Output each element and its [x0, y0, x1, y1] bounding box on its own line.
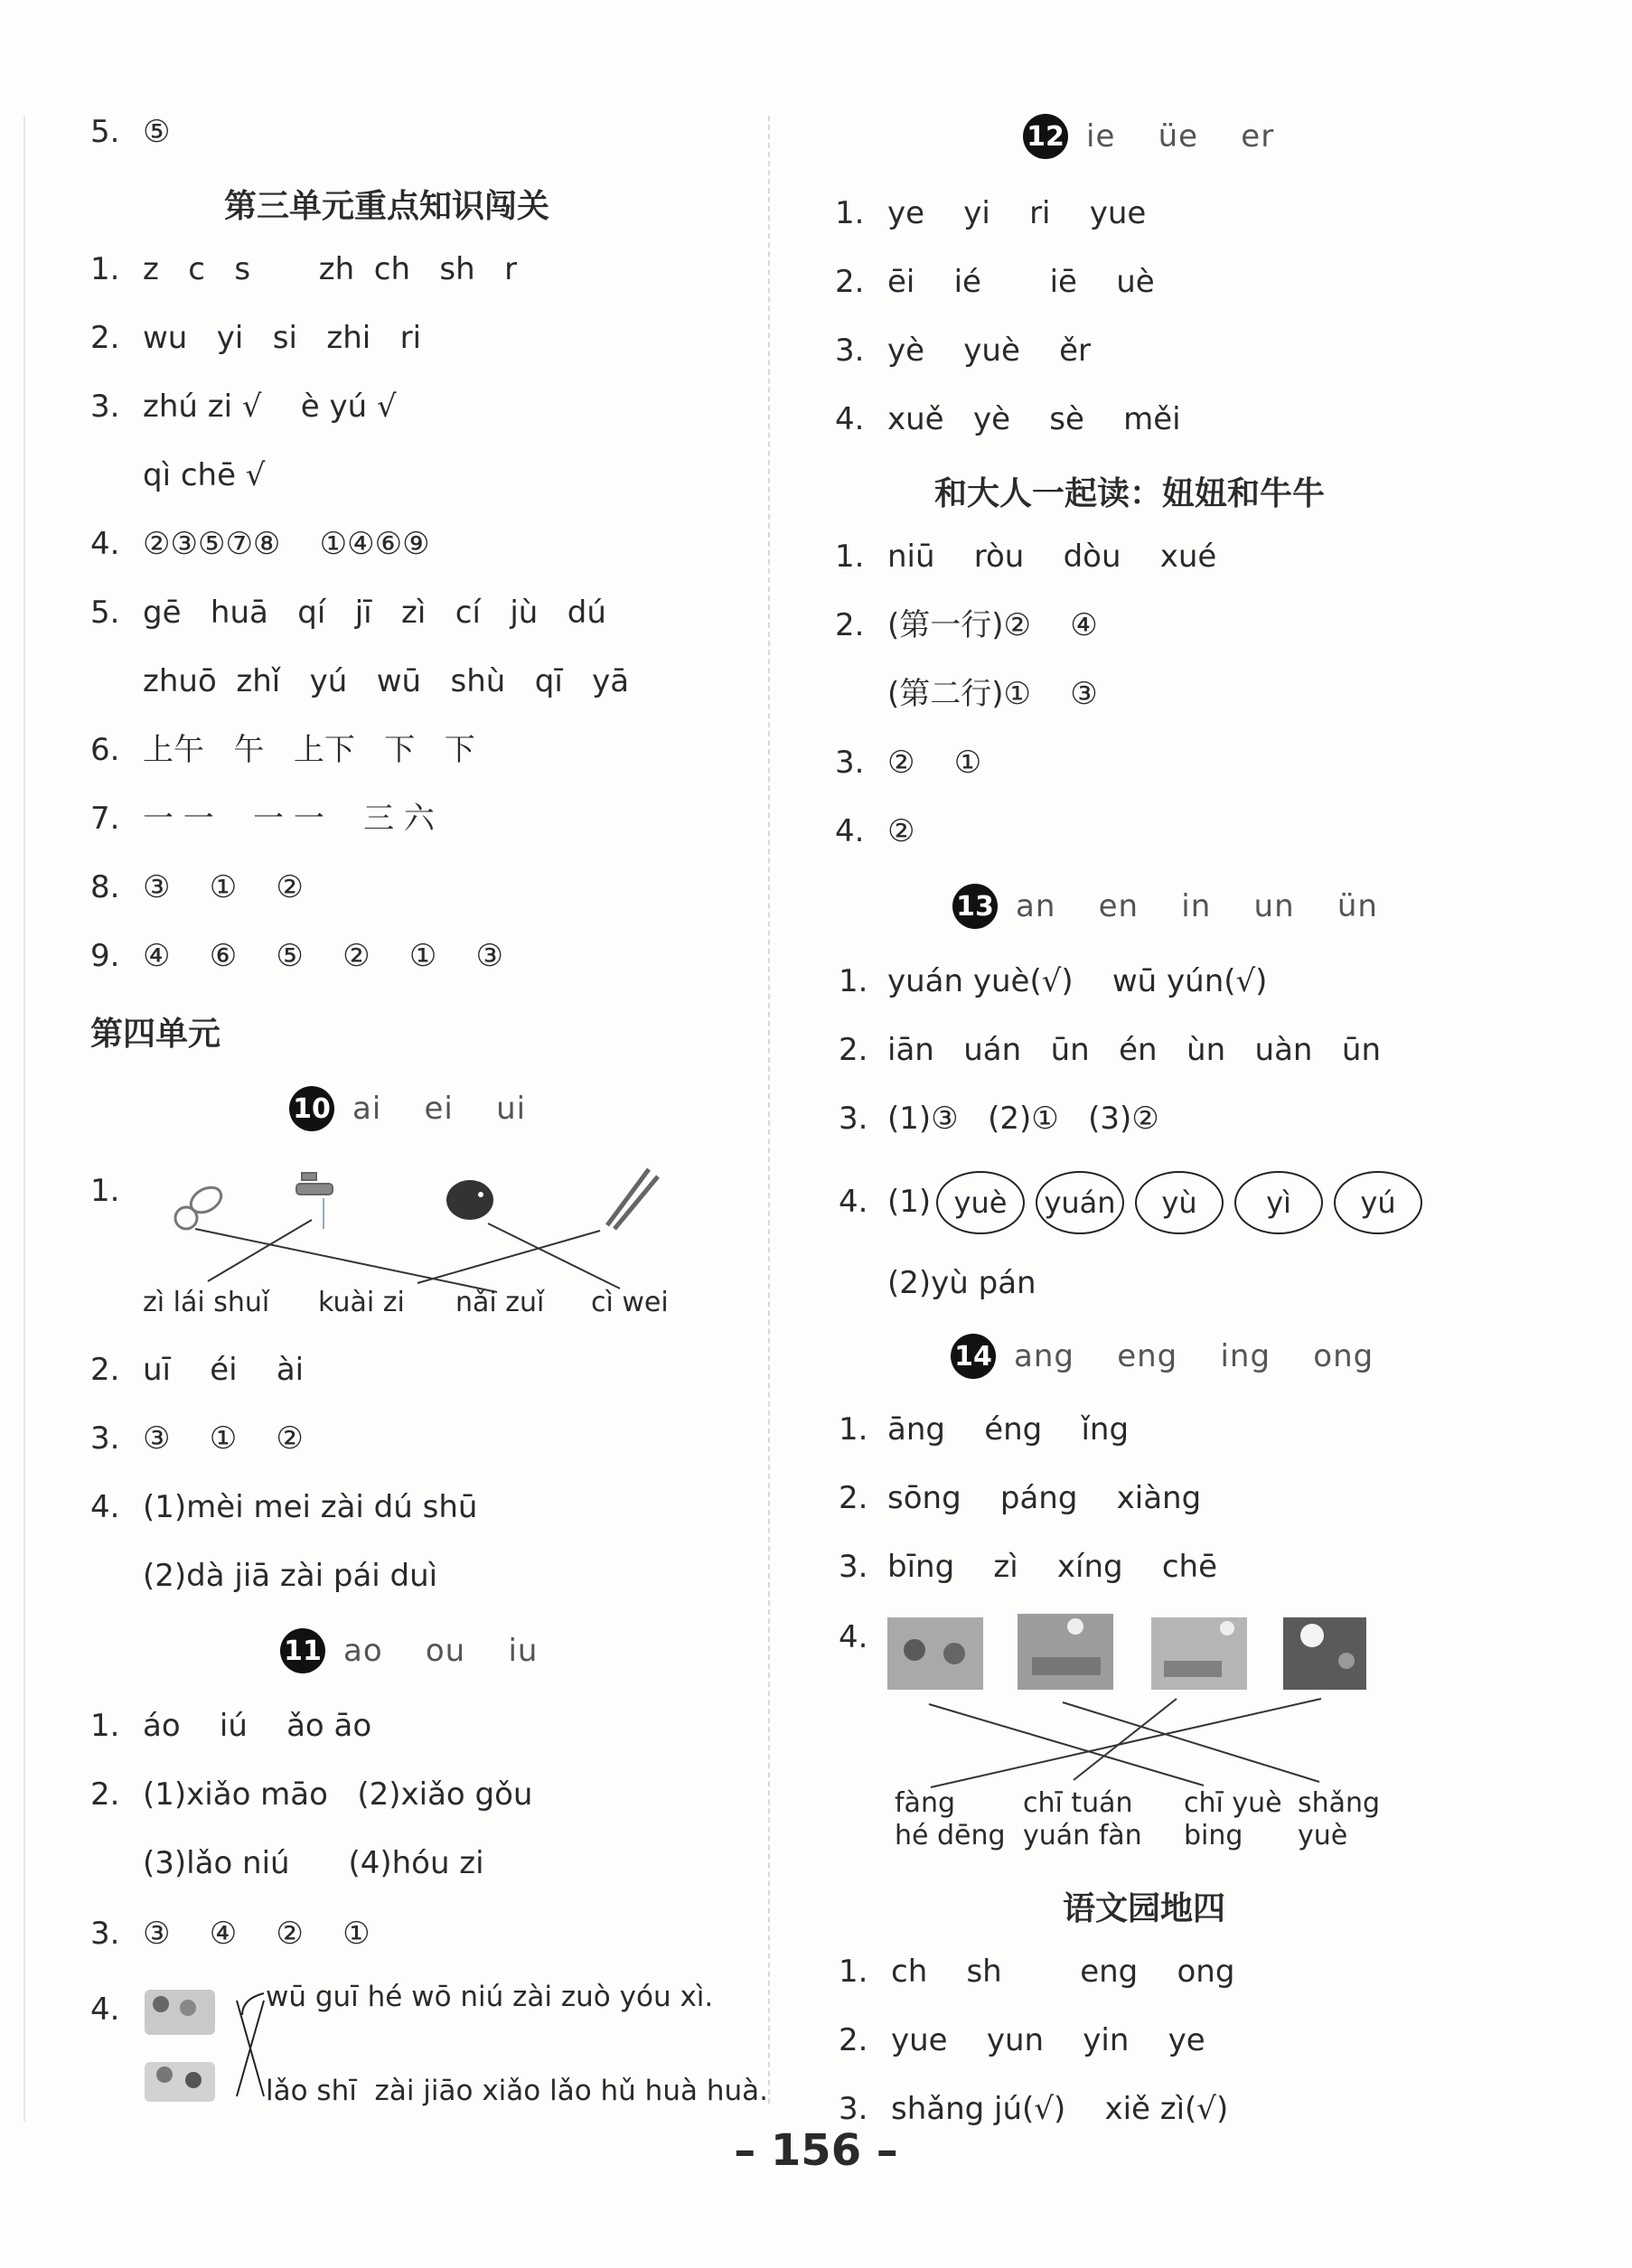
item-number: 3. [90, 1916, 120, 1952]
item-number: 4. [835, 401, 865, 437]
match-caption: kuài zi [318, 1287, 405, 1318]
answer-text: (2)yù pán [887, 1265, 1036, 1301]
item-number: 1. [835, 539, 865, 575]
answer-text: ye yi ri yue [887, 195, 1147, 231]
lesson-badge: 12 [1023, 114, 1068, 159]
lantern-picture [887, 1617, 983, 1690]
item-number: 9. [90, 938, 120, 974]
lesson-sounds: an en in un ün [1016, 888, 1378, 924]
lesson-sounds: ao ou iu [343, 1633, 539, 1669]
lesson-sounds: ai ei ui [352, 1091, 527, 1127]
answer-text: (第一行)② ④ [887, 607, 1098, 643]
pinyin-oval: yù [1135, 1171, 1224, 1234]
answer-text: shǎng jú(√) xiě zì(√) [891, 2091, 1229, 2127]
lesson-badge: 11 [280, 1628, 325, 1673]
item-number: 2. [835, 607, 865, 643]
item-number: 4. [839, 1184, 868, 1220]
matching-lines [929, 1699, 1321, 1787]
item-number: 4. [90, 1489, 120, 1525]
moon-viewing-picture [1283, 1617, 1366, 1690]
answer-text: yuán yuè(√) wū yún(√) [887, 963, 1268, 999]
answer-text: āng éng ǐng [887, 1411, 1130, 1448]
answer-text: iān uán ūn én ùn uàn ūn [887, 1032, 1381, 1068]
lesson-sounds: ang eng ing ong [1014, 1338, 1374, 1374]
answer-text: yè yuè ěr [887, 333, 1091, 369]
answer-prefix: (1) [887, 1184, 932, 1220]
answer-text: ②③⑤⑦⑧ ①④⑥⑨ [143, 526, 430, 562]
lesson-badge: 13 [952, 884, 998, 929]
answer-text: xuě yè sè měi [887, 401, 1181, 437]
garden-title: 语文园地四 [1063, 1890, 1226, 1927]
item-number: 3. [839, 1549, 868, 1585]
item-number: 1. [90, 251, 120, 287]
item-number: 3. [835, 745, 865, 781]
item-number: 3. [839, 1101, 868, 1137]
answer-text: ② ① [887, 745, 982, 781]
item-number: 1. [839, 963, 868, 999]
answer-text: ④ ⑥ ⑤ ② ① ③ [143, 938, 504, 974]
answer-text: 一 一 一 一 三 六 [143, 801, 435, 837]
answer-text: zhú zi √ è yú √ [143, 389, 397, 425]
answer-text: (2)dà jiā zài pái duì [143, 1558, 438, 1594]
item-number: 3. [90, 1420, 120, 1457]
answer-text: ③ ① ② [143, 869, 304, 905]
pinyin-oval: yú [1334, 1171, 1422, 1234]
pinyin-oval: yì [1234, 1171, 1323, 1234]
sentence-line: lǎo shī zài jiāo xiǎo lǎo hǔ huà huà. [266, 2075, 768, 2107]
answer-text: ēi ié iē uè [887, 264, 1155, 300]
answer-text: gē huā qí jī zì cí jù dú [143, 595, 606, 631]
reading-title: 和大人一起读：妞妞和牛牛 [934, 475, 1326, 512]
item-number: 6. [90, 732, 120, 768]
answer-text: (1)xiǎo māo (2)xiǎo gǒu [143, 1776, 533, 1813]
match-caption: cì wei [591, 1287, 669, 1318]
answer-text: 上午 午 上下 下 下 [143, 732, 475, 768]
pinyin-oval: yuán [1036, 1171, 1124, 1234]
item-number: 8. [90, 869, 120, 905]
item-number: 2. [839, 2022, 868, 2058]
item-number: 1. [839, 1411, 868, 1448]
answer-text: qì chē √ [143, 457, 266, 493]
unit3-title: 第三单元重点知识闯关 [224, 188, 550, 225]
item-number: 2. [839, 1480, 868, 1516]
item-number: 4. [835, 813, 865, 849]
answer-text: ch sh eng ong [891, 1954, 1235, 1990]
item-number: 2. [839, 1032, 868, 1068]
item-number: 5. [90, 595, 120, 631]
item-number: 2. [90, 1776, 120, 1813]
answer-text: ⑤ [143, 114, 171, 150]
answer-text: uī éi ài [143, 1352, 305, 1388]
match-caption: nǎi zuǐ [455, 1287, 545, 1318]
answer-text: yue yun yin ye [891, 2022, 1205, 2058]
answer-text: wu yi si zhi ri [143, 320, 422, 356]
sentence-line: wū guī hé wō niú zài zuò yóu xì. [266, 1981, 714, 2013]
answer-text: (1)mèi mei zài dú shū [143, 1489, 478, 1525]
answer-text: (3)lǎo niú (4)hóu zi [143, 1845, 484, 1881]
answer-text: zhuō zhǐ yú wū shù qī yā [143, 663, 630, 699]
answer-text: ③ ① ② [143, 1420, 304, 1457]
answer-text: ② [887, 813, 915, 849]
unit4-title: 第四单元 [90, 1016, 221, 1053]
item-number: 1. [839, 1954, 868, 1990]
item-number: 3. [835, 333, 865, 369]
mooncake-picture [1151, 1617, 1247, 1690]
match-caption: chī tuán yuán fàn [1023, 1787, 1142, 1851]
answer-text: niū ròu dòu xué [887, 539, 1217, 575]
lesson-sounds: ie üe er [1086, 118, 1275, 155]
answer-text: z c s zh ch sh r [143, 251, 518, 287]
item-number: 7. [90, 801, 120, 837]
item-number: 5. [90, 114, 120, 150]
answer-text: (1)③ (2)① (3)② [887, 1101, 1159, 1137]
match-caption: zì lái shuǐ [143, 1287, 270, 1318]
item-number: 2. [90, 1352, 120, 1388]
item-number: 3. [839, 2091, 868, 2127]
lesson-badge: 14 [951, 1334, 996, 1379]
answer-text: (第二行)① ③ [887, 676, 1098, 712]
answer-text: sōng páng xiàng [887, 1480, 1202, 1516]
item-number: 2. [90, 320, 120, 356]
lesson-badge: 10 [289, 1086, 334, 1131]
item-number: 4. [90, 526, 120, 562]
item-number: 1. [90, 1173, 120, 1209]
item-number: 1. [835, 195, 865, 231]
pinyin-oval: yuè [936, 1171, 1025, 1234]
item-number: 1. [90, 1708, 120, 1744]
item-number: 2. [835, 264, 865, 300]
answer-text: bīng zì xíng chē [887, 1549, 1218, 1585]
page-number: – 156 – [734, 2125, 898, 2176]
item-number: 4. [90, 1992, 120, 2028]
answer-text: ③ ④ ② ① [143, 1916, 370, 1952]
item-number: 4. [839, 1619, 868, 1655]
answer-text: áo iú ǎo āo [143, 1708, 372, 1744]
match-caption: shǎng yuè [1298, 1787, 1381, 1851]
match-caption: chī yuè bing [1184, 1787, 1282, 1851]
item-number: 3. [90, 389, 120, 425]
reunion-dinner-picture [1018, 1614, 1113, 1690]
match-caption: fàng hé dēng [895, 1787, 1006, 1851]
